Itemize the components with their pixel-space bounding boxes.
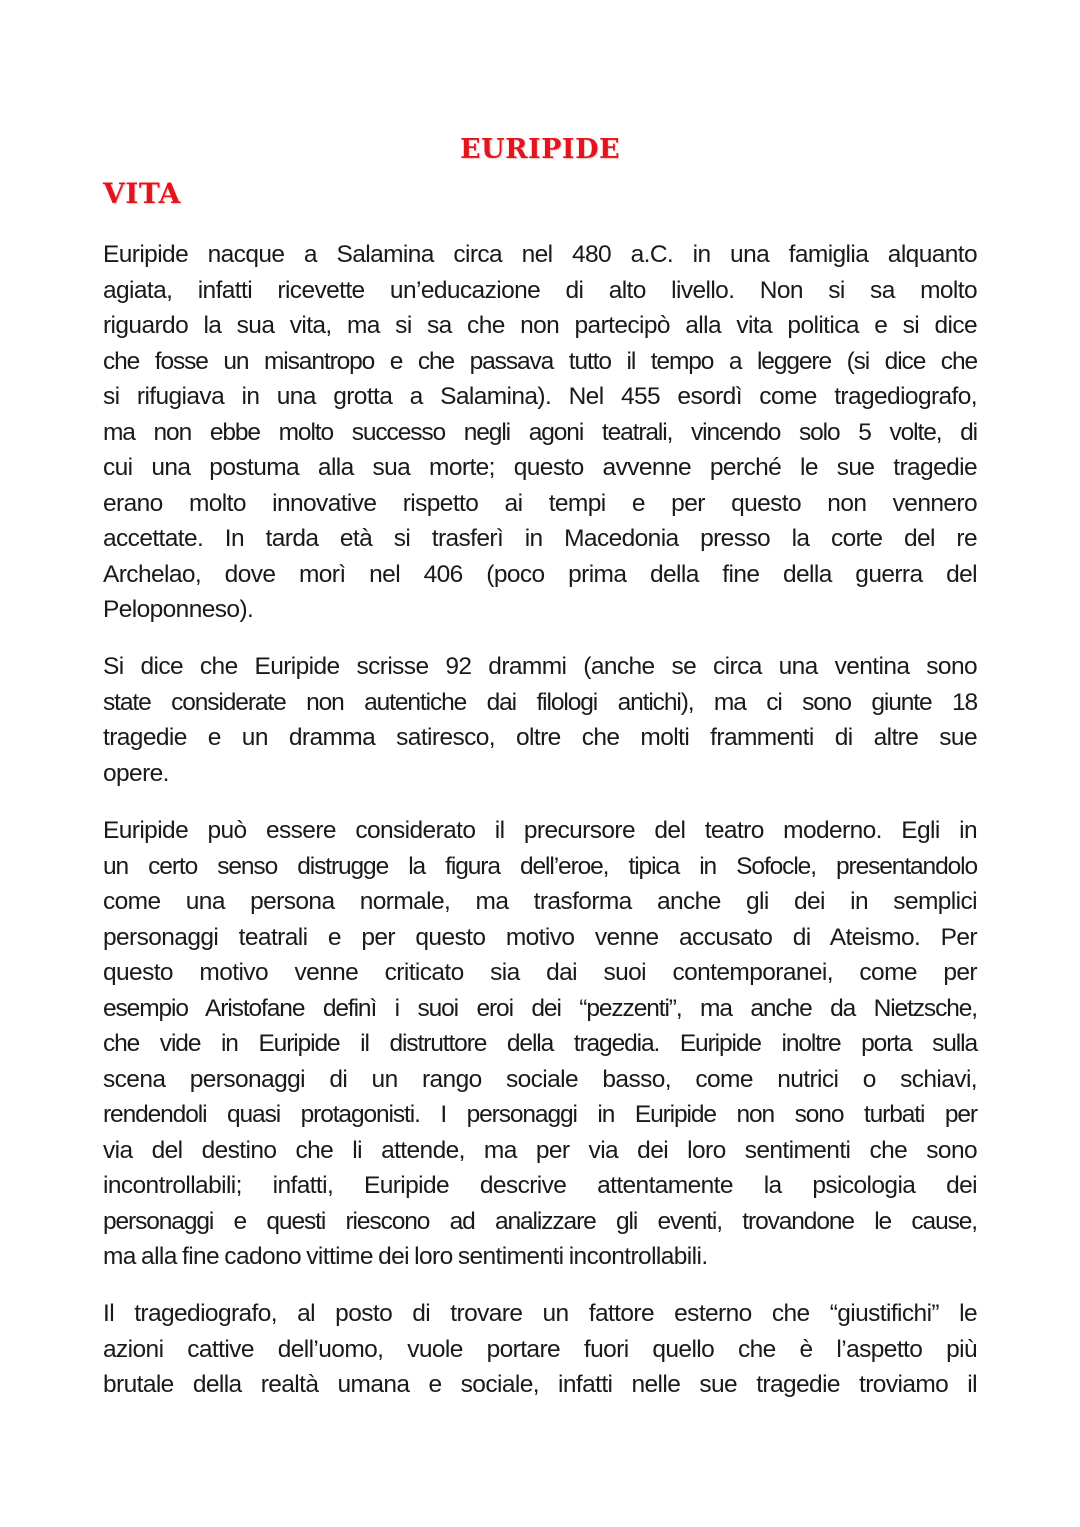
paragraph-works bbox=[103, 649, 977, 791]
text-line: Euripide nacque a Salamina circa nel 480 a.C. in una famiglia alquanto bbox=[103, 241, 977, 268]
text-line: Euripide può essere considerato il precursore del teatro moderno. Egli in bbox=[103, 817, 977, 844]
text-line: riguardo la sua vita, ma si sa che non partecipò alla vita politica e si dice bbox=[103, 312, 977, 339]
document-title: EURIPIDE bbox=[459, 134, 621, 165]
text-line: opere. bbox=[103, 759, 169, 787]
text-line: questo motivo venne criticato sia dai suoi contemporanei, come per bbox=[103, 959, 977, 986]
text-line: personaggi e questi riescono ad analizzare gli eventi, trovandone le cause, bbox=[103, 1207, 977, 1235]
text-line: Peloponneso). bbox=[103, 596, 254, 623]
text-line: erano molto innovative rispetto ai tempi e per questo non vennero bbox=[103, 489, 977, 517]
text-line: incontrollabili; infatti, Euripide descrive attentamente la psicologia dei bbox=[103, 1172, 977, 1199]
text-line: azioni cattive dell’uomo, vuole portare fuori quello che è l’aspetto più bbox=[103, 1335, 977, 1363]
text-line: esempio Aristofane definì i suoi eroi dei “pezzenti”, ma anche da Nietzsche, bbox=[103, 994, 977, 1022]
text-line: che vide in Euripide il distruttore della tragedia. Euripide inoltre porta sulla bbox=[103, 1030, 977, 1057]
paragraph-tragediographer bbox=[103, 1296, 977, 1403]
text-line: ma non ebbe molto successo negli agoni teatrali, vincendo solo 5 volte, di bbox=[103, 418, 977, 446]
text-line: rendendoli quasi protagonisti. I personaggi in Euripide non sono turbati per bbox=[103, 1101, 977, 1128]
text-line: Si dice che Euripide scrisse 92 drammi (anche se circa una ventina sono bbox=[103, 653, 977, 680]
text-line: Archelao, dove morì nel 406 (poco prima della fine della guerra del bbox=[103, 560, 977, 588]
text-line: via del destino che li attende, ma per via dei loro sentimenti che sono bbox=[103, 1136, 977, 1164]
text-line: ma alla fine cadono vittime dei loro sentimenti incontrollabili. bbox=[103, 1243, 708, 1270]
text-line: un certo senso distrugge la figura dell’eroe, tipica in Sofocle, presentandolo bbox=[103, 852, 977, 880]
text-line: cui una postuma alla sua morte; questo avvenne perché le sue tragedie bbox=[103, 454, 977, 481]
text-line: si rifugiava in una grotta a Salamina). Nel 455 esordì come tragediografo, bbox=[103, 383, 977, 410]
paragraph-life bbox=[103, 237, 977, 628]
text-line: come una persona normale, ma trasforma anche gli dei in semplici bbox=[103, 888, 977, 915]
text-line: scena personaggi di un rango sociale basso, come nutrici o schiavi, bbox=[103, 1065, 977, 1093]
text-line: agiata, infatti ricevette un’educazione di alto livello. Non si sa molto bbox=[103, 276, 977, 304]
text-line: state considerate non autentiche dai filologi antichi), ma ci sono giunte 18 bbox=[103, 688, 977, 716]
section-heading-vita: VITA bbox=[103, 177, 181, 210]
text-line: Il tragediografo, al posto di trovare un fattore esterno che “giustifichi” le bbox=[103, 1300, 977, 1327]
paragraph-modern-theatre bbox=[103, 813, 977, 1275]
text-line: che fosse un misantropo e che passava tutto il tempo a leggere (si dice che bbox=[103, 347, 977, 375]
text-line: brutale della realtà umana e sociale, infatti nelle sue tragedie troviamo il bbox=[103, 1371, 977, 1398]
text-line: personaggi teatrali e per questo motivo venne accusato di Ateismo. Per bbox=[103, 923, 977, 951]
text-line: tragedie e un dramma satiresco, oltre che molti frammenti di altre sue bbox=[103, 724, 977, 751]
text-line: accettate. In tarda età si trasferì in Macedonia presso la corte del re bbox=[103, 525, 977, 552]
